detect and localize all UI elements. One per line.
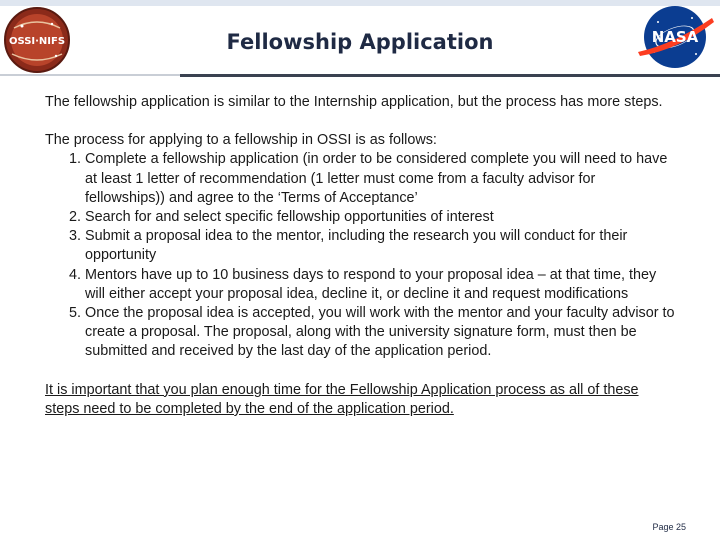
page-number: Page 25: [652, 522, 686, 532]
steps-list: [45, 150, 675, 361]
slide-body: [45, 93, 675, 419]
ossi-nifs-logo-text: OSSI·NIFS: [8, 36, 66, 47]
intro-paragraph: The fellowship application is similar to the Internship application, but the process has more steps.: [45, 94, 663, 110]
header-accent-line: [180, 74, 720, 77]
process-lead: The process for applying to a fellowship in OSSI is as follows:: [45, 132, 437, 149]
closing-note: It is important that you plan enough time for the Fellowship Application process as all of these steps need to be completed by the end of the application period.: [45, 381, 639, 417]
list-item: 2. Search for and select specific fellowship opportunities of interest: [85, 208, 675, 227]
nasa-logo-text: NASA: [651, 28, 699, 46]
list-item: 4. Mentors have up to 10 business days to respond to your proposal idea – at that time, they will either accept your proposal idea, decline it, or decline it and request modifications: [85, 266, 675, 304]
list-item: 3. Submit a proposal idea to the mentor, including the research you will conduct for their opportunity: [85, 227, 675, 265]
list-item: 1. Complete a fellowship application (in order to be considered complete you will need to have at least 1 letter of recommendation (1 letter must come from a faculty advisor for fellowships)) and agree to the ‘Terms of Acceptance’: [85, 150, 675, 208]
page-title: Fellowship Application: [226, 30, 494, 54]
top-band: [0, 0, 720, 6]
list-item: 5. Once the proposal idea is accepted, you will work with the mentor and your faculty advisor to create a proposal. The proposal, along with the university signature form, must then be submitted and received by the last day of the application period.: [85, 304, 675, 362]
